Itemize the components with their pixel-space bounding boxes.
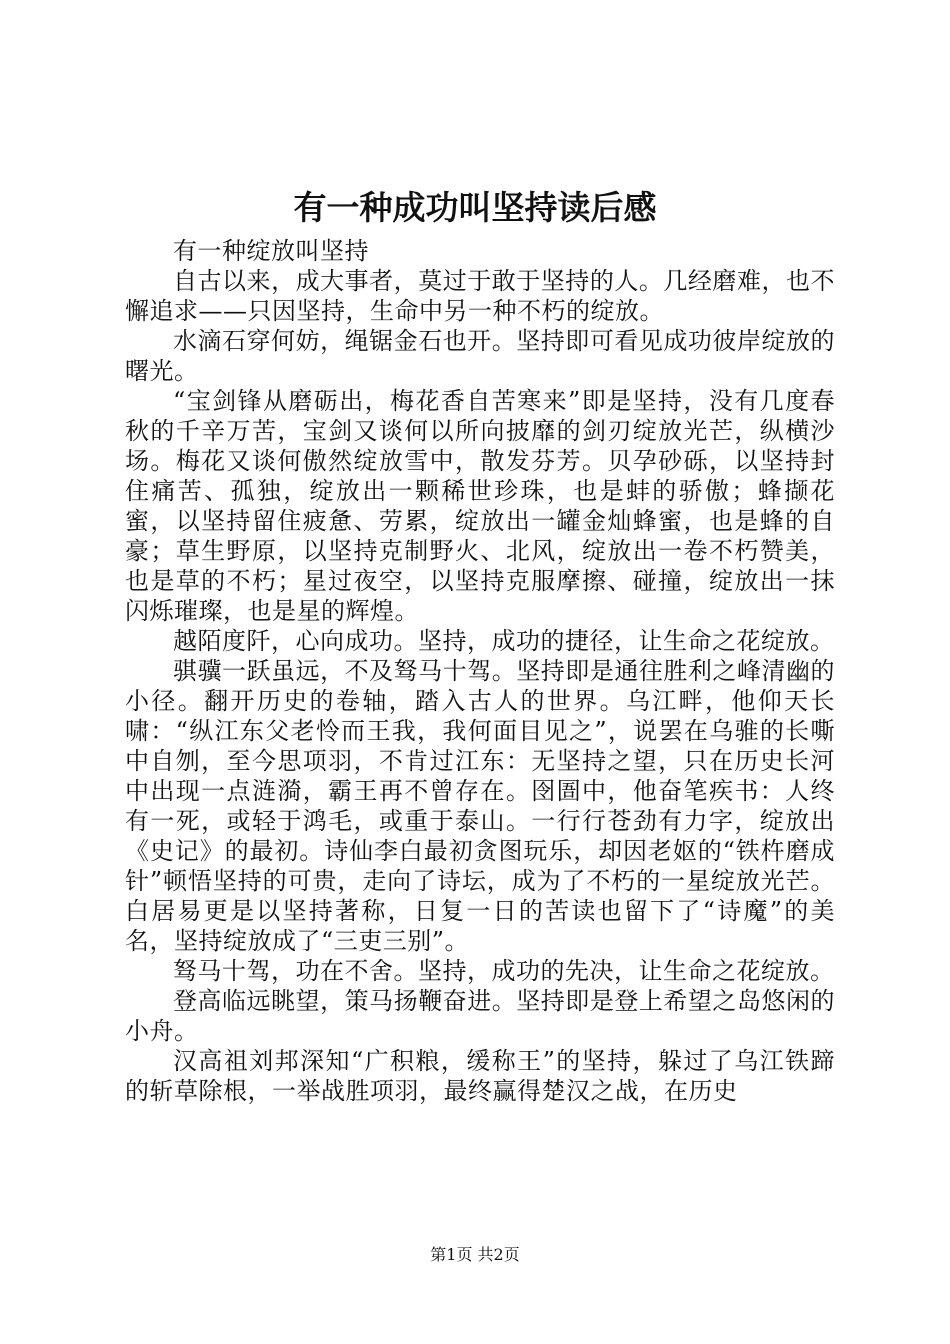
paragraph: 驽马十驾，功在不舍。坚持，成功的先决，让生命之花绽放。 <box>173 957 835 985</box>
paragraph: 自古以来，成大事者，莫过于敢于坚持的人。几经磨难，也不懈追求——只因坚持，生命中另一种不朽的绽放。 <box>125 267 835 325</box>
paragraph: 汉高祖刘邦深知“广积粮，缓称王”的坚持，躲过了乌江铁蹄的斩草除根，一举战胜项羽，最终赢得楚汉之战，在历史 <box>125 1047 835 1105</box>
paragraph: 水滴石穿何妨，绳锯金石也开。坚持即可看见成功彼岸绽放的曙光。 <box>125 327 835 385</box>
page-number: 第1页 共2页 <box>430 1245 520 1264</box>
paragraph: 骐骥一跃虽远，不及驽马十驾。坚持即是通往胜利之峰清幽的小径。翻开历史的卷轴，踏入古人的世界。乌江畔，他仰天长啸：“纵江东父老怜而王我，我何面目见之”，说罢在乌骓的长嘶中自刎，至今思项羽，不肯过江东：无坚持之望，只在历史长河中出现一点涟漪，霸王再不曾存在。囹圄中，他奋笔疾书：人终有一死，或轻于鸿毛，或重于泰山。一行行苍劲有力字，绽放出《史记》的最初。诗仙李白最初贪图玩乐，却因老妪的“铁杵磨成针”顿悟坚持的可贵，走向了诗坛，成为了不朽的一星绽放光芒。白居易更是以坚持著称，日复一日的苦读也留下了“诗魔”的美名，坚持绽放成了“三吏三别”。 <box>125 657 835 955</box>
paragraph: “宝剑锋从磨砺出，梅花香自苦寒来”即是坚持，没有几度春秋的千辛万苦，宝剑又谈何以所向披靡的剑刃绽放光芒，纵横沙场。梅花又谈何傲然绽放雪中，散发芬芳。贝孕砂砾，以坚持封住痛苦、孤独，绽放出一颗稀世珍珠，也是蚌的骄傲；蜂撷花蜜，以坚持留住疲惫、劳累，绽放出一罐金灿蜂蜜，也是蜂的自豪；草生野原，以坚持克制野火、北风，绽放出一卷不朽赞美，也是草的不朽；星过夜空，以坚持克服摩擦、碰撞，绽放出一抹闪烁璀璨，也是星的辉煌。 <box>125 387 835 625</box>
paragraph: 登高临远眺望，策马扬鞭奋进。坚持即是登上希望之岛悠闲的小舟。 <box>125 987 835 1045</box>
page-title: 有一种成功叫坚持读后感 <box>293 188 657 227</box>
paragraph-subtitle: 有一种绽放叫坚持 <box>173 237 369 265</box>
document-body <box>125 236 835 1106</box>
paragraph: 越陌度阡，心向成功。坚持，成功的捷径，让生命之花绽放。 <box>173 627 835 655</box>
